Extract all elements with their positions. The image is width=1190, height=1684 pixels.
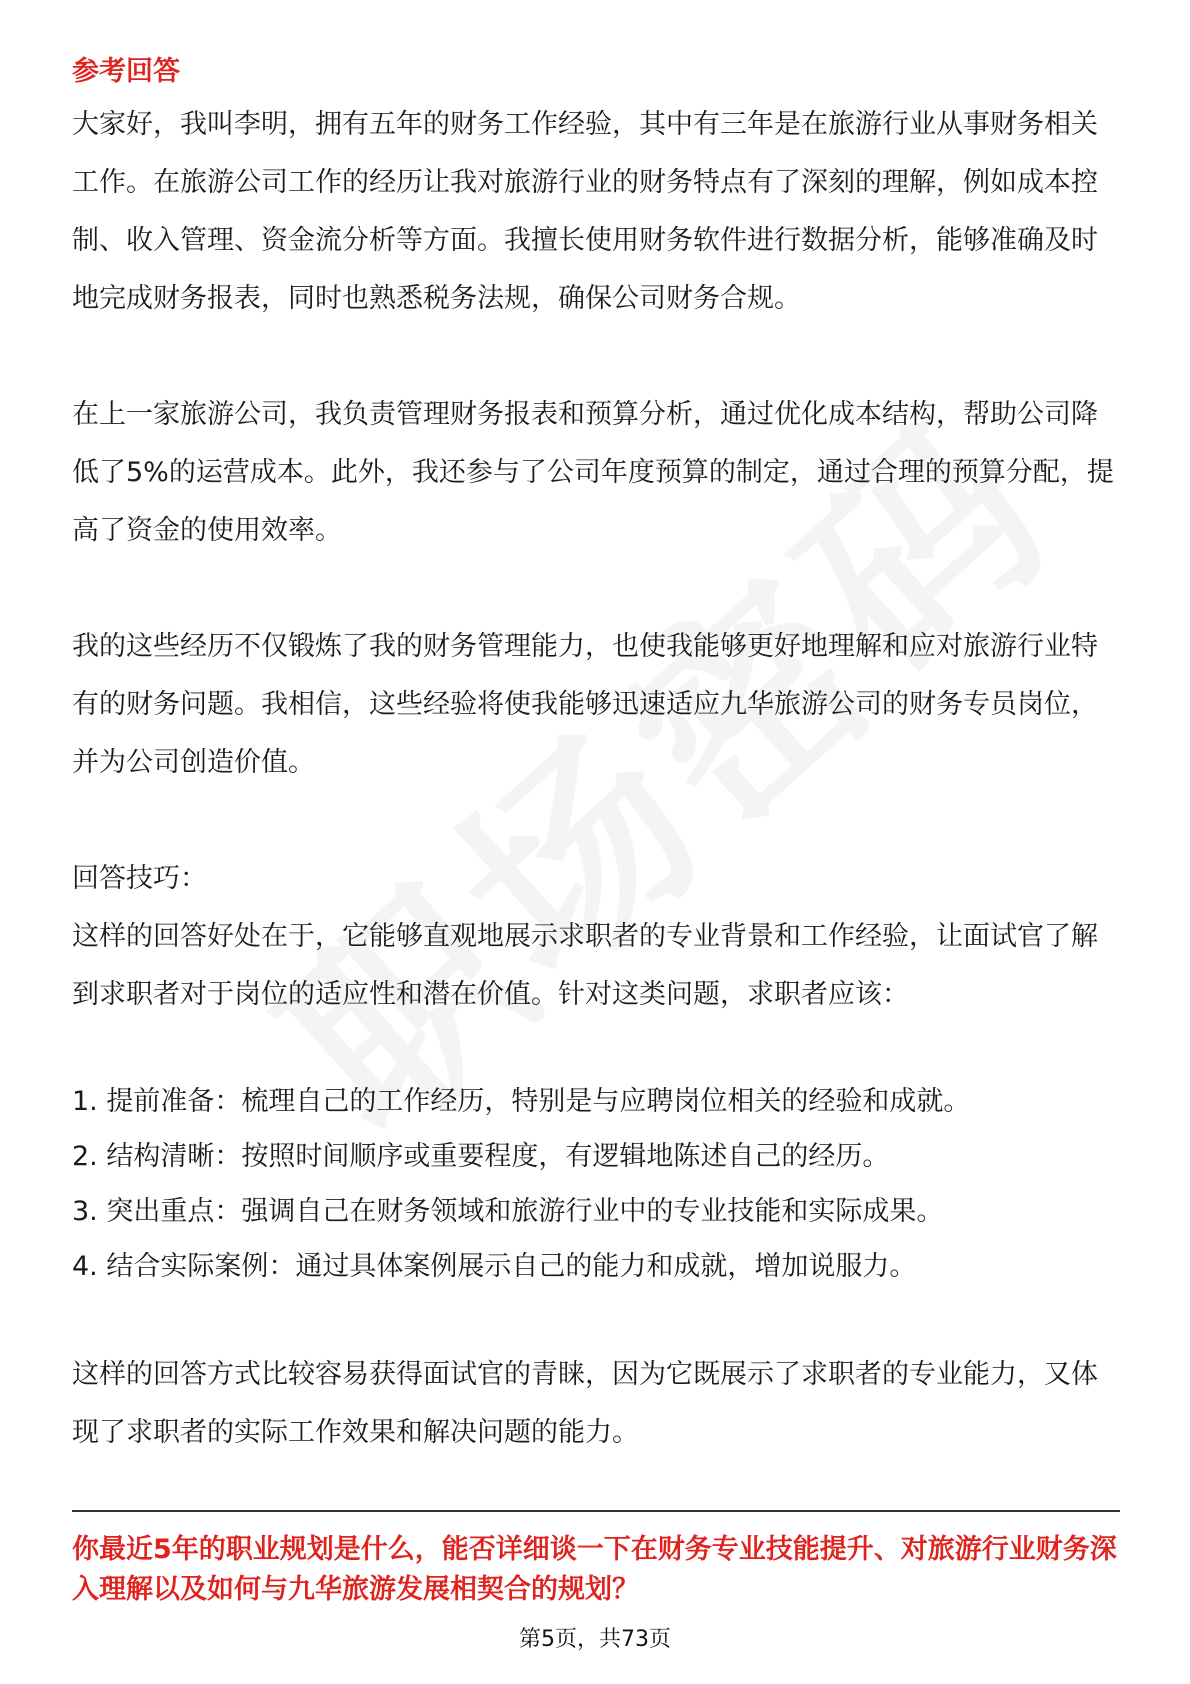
next-question: 你最近5年的职业规划是什么，能否详细谈一下在财务专业技能提升、对旅游行业财务深入理解以及如何与九华旅游发展相契合的规划？ xyxy=(72,1534,1117,1605)
answer-paragraph-2: 在上一家旅游公司，我负责管理财务报表和预算分析，通过优化成本结构，帮助公司降低了5%的运营成本。此外，我还参与了公司年度预算的制定，通过合理的预算分配，提高了资金的使用效率。 xyxy=(72,399,1114,546)
list-item: 1. 提前准备：梳理自己的工作经历，特别是与应聘岗位相关的经验和成就。 xyxy=(72,1086,971,1117)
tips-conclusion: 这样的回答方式比较容易获得面试官的青睐，因为它既展示了求职者的专业能力，又体现了求职者的实际工作效果和解决问题的能力。 xyxy=(72,1359,1098,1448)
answer-section xyxy=(72,48,1120,1462)
section-divider xyxy=(72,1510,1120,1512)
list-item: 2. 结构清晰：按照时间顺序或重要程度，有逻辑地陈述自己的经历。 xyxy=(72,1141,890,1172)
tips-list xyxy=(72,1074,1120,1294)
page-number: 第5页，共73页 xyxy=(519,1627,671,1652)
answer-paragraph-1: 大家好，我叫李明，拥有五年的财务工作经验，其中有三年是在旅游行业从事财务相关工作。在旅游公司工作的经历让我对旅游行业的财务特点有了深刻的理解，例如成本控制、收入管理、资金流分析等方面。我擅长使用财务软件进行数据分析，能够准确及时地完成财务报表，同时也熟悉税务法规，确保公司财务合规。 xyxy=(72,109,1098,314)
tips-heading: 回答技巧： xyxy=(72,863,207,894)
answer-heading: 参考回答 xyxy=(72,56,180,87)
list-item: 3. 突出重点：强调自己在财务领域和旅游行业中的专业技能和实际成果。 xyxy=(72,1196,944,1227)
tips-intro: 这样的回答好处在于，它能够直观地展示求职者的专业背景和工作经验，让面试官了解到求职者对于岗位的适应性和潜在价值。针对这类问题，求职者应该： xyxy=(72,921,1098,1010)
list-item: 4. 结合实际案例：通过具体案例展示自己的能力和成就，增加说服力。 xyxy=(72,1251,917,1282)
answer-paragraph-3: 我的这些经历不仅锻炼了我的财务管理能力，也使我能够更好地理解和应对旅游行业特有的财务问题。我相信，这些经验将使我能够迅速适应九华旅游公司的财务专员岗位，并为公司创造价值。 xyxy=(72,631,1098,778)
